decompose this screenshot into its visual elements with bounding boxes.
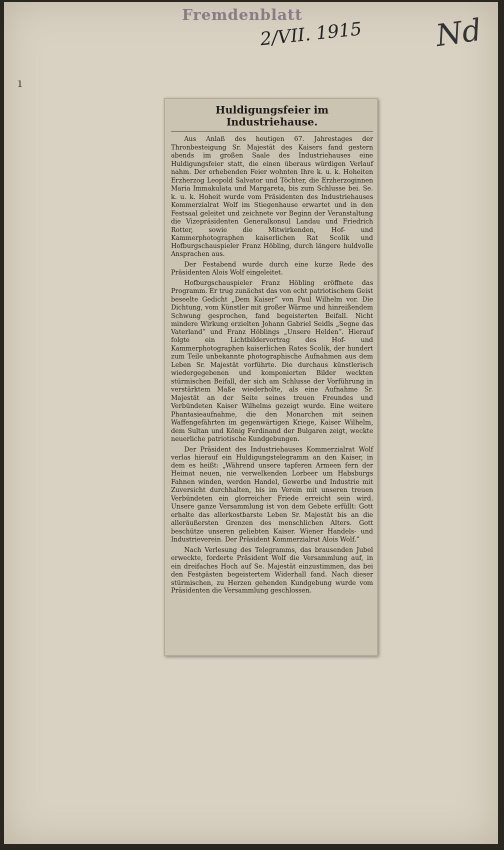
- handwritten-mark: Nd: [433, 13, 484, 54]
- article-headline: Huldigungsfeier im Industriehause.: [171, 104, 373, 132]
- newspaper-stamp: Fremdenblatt: [182, 6, 303, 24]
- article-paragraph: Hofburgschauspieler Franz Höbling eröffnete das Programm. Er trug zunächst das von echt patriotischem Geist beseelte Gedicht „Dem Kaiser“ von Paul Wilhelm vor. Die Dichtung, vom Künstler mit großer Wärme und hinreißendem Schwung gesprochen, fand begeisterten Beifall. Nicht mindere Wirkung erzielten Johann Gabriel Seidls „Segne das Vaterland“ und Franz Höblings „Unsere Helden“. Hierauf folgte ein Lichtbildervortrag des Hof- und Kammerphotographen kaiserlichen Rates Scolik, der hundert zum Teile unbekannte photographische Aufnahmen aus dem Leben Sr. Majestät vorführte. Die durchaus künstlerisch wiedergegebenen und komponierten Bilder weckten stürmischen Beifall, der sich am Schlusse der Vorführung in verstärktem Maße wiederholte, als eine Aufnahme Sr. Majestät an der Seite seines treuen Freundes und Verbündeten Kaiser Wilhelms gezeigt wurde. Eine weitere Phantasieaufnahme, die den Monarchen mit seinen Waffengefährten im gegenwärtigen Kriege, Kaiser Wilhelm, dem Sultan und König Ferdinand der Bulgaren zeigt, weckte neuerliche patriotische Kundgebungen.: [171, 279, 374, 443]
- archive-sheet: [4, 2, 498, 844]
- margin-tick: ı: [18, 76, 22, 90]
- article-paragraph: Der Festabend wurde durch eine kurze Rede des Präsidenten Alois Wolf eingeleitet.: [171, 260, 374, 277]
- handwritten-date: 2/VII. 1915: [259, 18, 363, 51]
- article-paragraph: Nach Verlesung des Telegramms, das brausenden Jubel erweckte, forderte Präsident Wolf die Versammlung auf, in ein dreifaches Hoch auf Se. Majestät einzustimmen, das bei den Festgästen begeistertem Widerhall fand. Nach dieser stürmischen, zu Herzen gehenden Kundgebung wurde vom Präsidenten die Versammlung geschlossen.: [171, 545, 374, 595]
- article-paragraph: Der Präsident des Industriehauses Kommerzialrat Wolf verlas hierauf ein Huldigungstelegramm an den Kaiser, in dem es heißt: „Während unsere tapferen Armeen fern der Heimat neuen, nie verwelkenden Lorbeer um Habsburgs Fahnen winden, werden Handel, Gewerbe und Industrie mit Zuversicht durchhalten, bis im Verein mit unseren treuen Verbündeten ein glorreicher Friede erreicht sein wird. Unsere ganze Versammlung ist von dem Gebete erfüllt: Gott erhalte das allerkostbarste Leben Sr. Majestät bis an die alleräußersten Grenzen des menschlichen Alters. Gott beschütze unseren geliebten Kaiser. Wiener Handels- und Industrieverein. Der Präsident Kommerzialrat Alois Wolf.“: [171, 445, 374, 544]
- newspaper-clipping: [164, 98, 378, 656]
- article-body: [171, 103, 373, 597]
- article-paragraph: Aus Anlaß des heutigen 67. Jahrestages der Thronbesteigung Sr. Majestät des Kaisers fand gestern abends im großen Saale des Industriehauses eine Huldigungsfeier statt, die einen überaus würdigen Verlauf nahm. Der erhebenden Feier wohnten Ihre k. u. k. Hoheiten Erzherzog Leopold Salvator und Töchter, die Erzherzoginnen Maria Immakulata und Margareta, bis zum Schlusse bei. Se. k. u. k. Hoheit wurde vom Präsidenten des Industriehauses Kommerzialrat Wolf im Stiegenhause erwartet und in den Festsaal geleitet und zeichnete vor Beginn der Veranstaltung die Vizepräsidenten Generalkonsul Landau und Friedrich Rotter, sowie die Mitwirkenden, Hof- und Kammerphotographen kaiserlichen Rat Scolik und Hofburgschauspieler Franz Höbling, durch längere huldvolle Ansprachen aus.: [171, 135, 374, 259]
